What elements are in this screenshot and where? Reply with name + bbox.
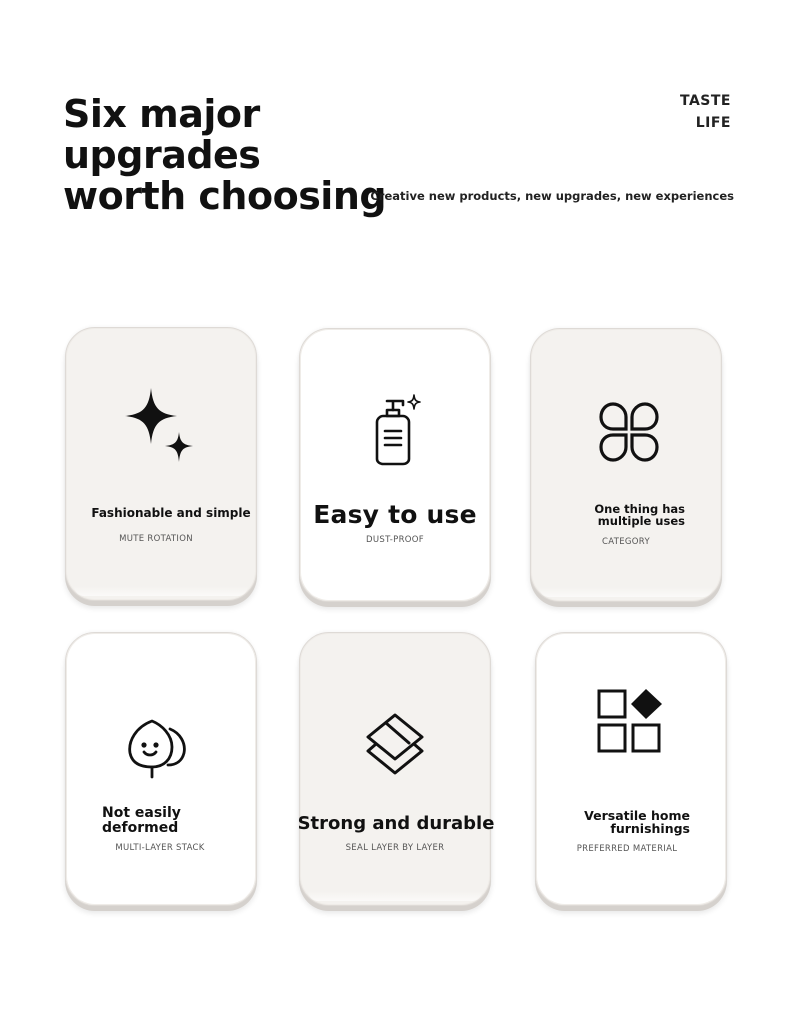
- headline-line-1: Six major: [63, 92, 260, 136]
- headline-line-3: worth choosing: [63, 174, 387, 218]
- dispenser-bottle-icon: [369, 393, 421, 467]
- tagline: Creative new products, new upgrades, new experiences: [370, 189, 734, 203]
- sparkle-icon: [121, 386, 199, 474]
- feature-card-not-deformed: [65, 632, 257, 906]
- feature-title: Easy to use: [313, 500, 477, 529]
- feature-subtitle: DUST-PROOF: [366, 535, 424, 545]
- feature-subtitle: SEAL LAYER BY LAYER: [345, 843, 445, 853]
- feature-title: Fashionable and simple: [91, 506, 251, 520]
- headline-line-2: upgrades: [63, 133, 261, 177]
- brand-line-1: TASTE: [680, 93, 731, 109]
- feature-subtitle: MULTI-LAYER STACK: [115, 843, 205, 853]
- feature-card-multiple-uses: [530, 328, 722, 602]
- apps-grid-icon: [596, 687, 666, 757]
- layers-icon: [360, 707, 430, 777]
- feature-title: Versatile home furnishings: [584, 808, 690, 836]
- brand-line-2: LIFE: [695, 115, 731, 131]
- feature-card-durable: [297, 632, 495, 906]
- feature-title: Strong and durable: [297, 813, 495, 834]
- brand-mark: [680, 90, 731, 134]
- feature-subtitle: MUTE ROTATION: [119, 534, 193, 544]
- feature-card-versatile: [535, 632, 727, 906]
- feature-card-easy: [299, 328, 491, 602]
- clover-icon: [598, 401, 660, 463]
- feature-subtitle: PREFERRED MATERIAL: [576, 844, 678, 854]
- feature-title: Not easily deformed: [102, 805, 181, 836]
- feature-card-fashionable: [65, 327, 257, 601]
- leaf-icon: [126, 717, 190, 781]
- feature-title: One thing has multiple uses: [594, 502, 685, 528]
- headline: [63, 94, 386, 217]
- feature-subtitle: CATEGORY: [602, 537, 650, 547]
